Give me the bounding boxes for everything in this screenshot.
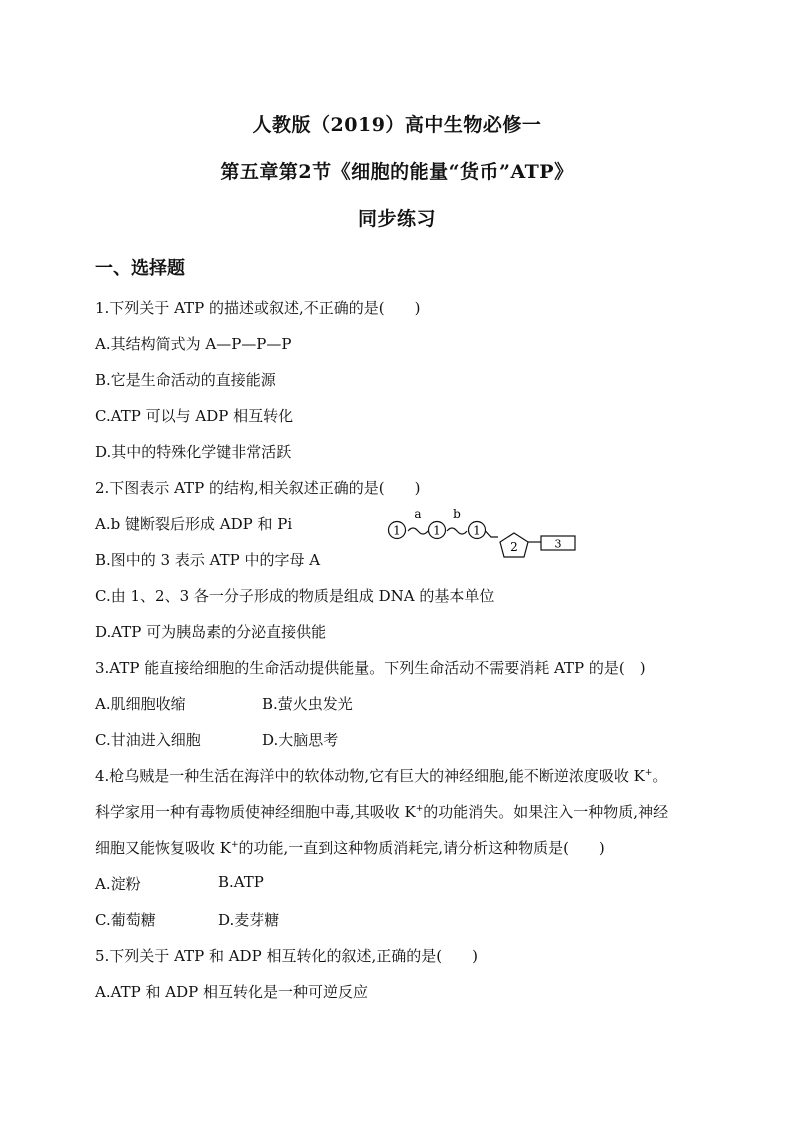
q3-option-d: D.大脑思考	[262, 731, 339, 749]
q4-option-c: C.葡萄糖	[95, 911, 156, 929]
q2-option-d: D.ATP 可为胰岛素的分泌直接供能	[95, 623, 327, 641]
q3-option-b: B.萤火虫发光	[262, 695, 353, 713]
high-energy-bond-a	[408, 528, 428, 534]
q1-option-a: A.其结构简式为 A—P—P—P	[95, 335, 292, 353]
q4-option-a: A.淀粉	[95, 875, 141, 893]
atp-structure-diagram	[385, 508, 585, 564]
section-title: 一、选择题	[95, 258, 185, 279]
q4-stem-line-2-post: 的功能消失。如果注入一种物质,神经	[423, 803, 669, 821]
q3-option-a: A.肌细胞收缩	[95, 695, 186, 713]
q3-option-c: C.甘油进入细胞	[95, 731, 201, 749]
q4-stem-line-1-end: 。	[652, 767, 668, 785]
ion-charge: +	[644, 768, 653, 778]
phosphate-label-2: 1	[433, 523, 441, 538]
q2-option-a: A.b 键断裂后形成 ADP 和 Pi	[95, 515, 293, 533]
title-line-2: 第五章第2节《细胞的能量“货币”ATP》	[220, 161, 574, 183]
bond-label-b: b	[453, 508, 461, 521]
ion-charge: +	[415, 804, 424, 814]
q4-stem-line-3-post: 的功能,一直到这种物质消耗完,请分析这种物质是( )	[238, 839, 605, 857]
phosphate-label-3: 1	[473, 523, 481, 538]
q1-stem: 1.下列关于 ATP 的描述或叙述,不正确的是( )	[95, 299, 421, 317]
phosphate-ribose-link	[486, 531, 499, 537]
title-line-3: 同步练习	[357, 208, 436, 230]
q1-option-d: D.其中的特殊化学键非常活跃	[95, 443, 292, 461]
q1-option-c: C.ATP 可以与 ADP 相互转化	[95, 407, 294, 425]
phosphate-label-1: 1	[393, 523, 401, 538]
box-label: 3	[554, 537, 562, 551]
q2-option-c: C.由 1、2、3 各一分子形成的物质是组成 DNA 的基本单位	[95, 587, 495, 605]
q4-stem-line-1-text: 4.枪乌贼是一种生活在海洋中的软体动物,它有巨大的神经细胞,能不断逆浓度吸收 K	[95, 767, 645, 785]
title-line-1: 人教版（2019）高中生物必修一	[252, 114, 542, 136]
ion-charge: +	[230, 840, 239, 850]
q1-option-b: B.它是生命活动的直接能源	[95, 371, 276, 389]
pentagon-label: 2	[510, 540, 518, 554]
q2-stem: 2.下图表示 ATP 的结构,相关叙述正确的是( )	[95, 479, 421, 497]
q2-option-b: B.图中的 3 表示 ATP 中的字母 A	[95, 551, 321, 569]
q4-stem-line-1	[95, 765, 667, 786]
bond-label-a: a	[414, 508, 422, 521]
high-energy-bond-b	[447, 528, 467, 534]
q4-option-d: D.麦芽糖	[218, 911, 280, 929]
q4-stem-line-3	[95, 837, 605, 858]
q4-stem-line-2	[95, 801, 668, 822]
q3-stem: 3.ATP 能直接给细胞的生命活动提供能量。下列生命活动不需要消耗 ATP 的是( )	[95, 659, 646, 677]
q4-stem-line-3-pre: 细胞又能恢复吸收 K	[95, 839, 231, 857]
q5-option-a: A.ATP 和 ADP 相互转化是一种可逆反应	[95, 983, 368, 1001]
q4-option-b: B.ATP	[218, 873, 264, 891]
q4-stem-line-2-pre: 科学家用一种有毒物质使神经细胞中毒,其吸收 K	[95, 803, 416, 821]
q5-stem: 5.下列关于 ATP 和 ADP 相互转化的叙述,正确的是( )	[95, 947, 478, 965]
